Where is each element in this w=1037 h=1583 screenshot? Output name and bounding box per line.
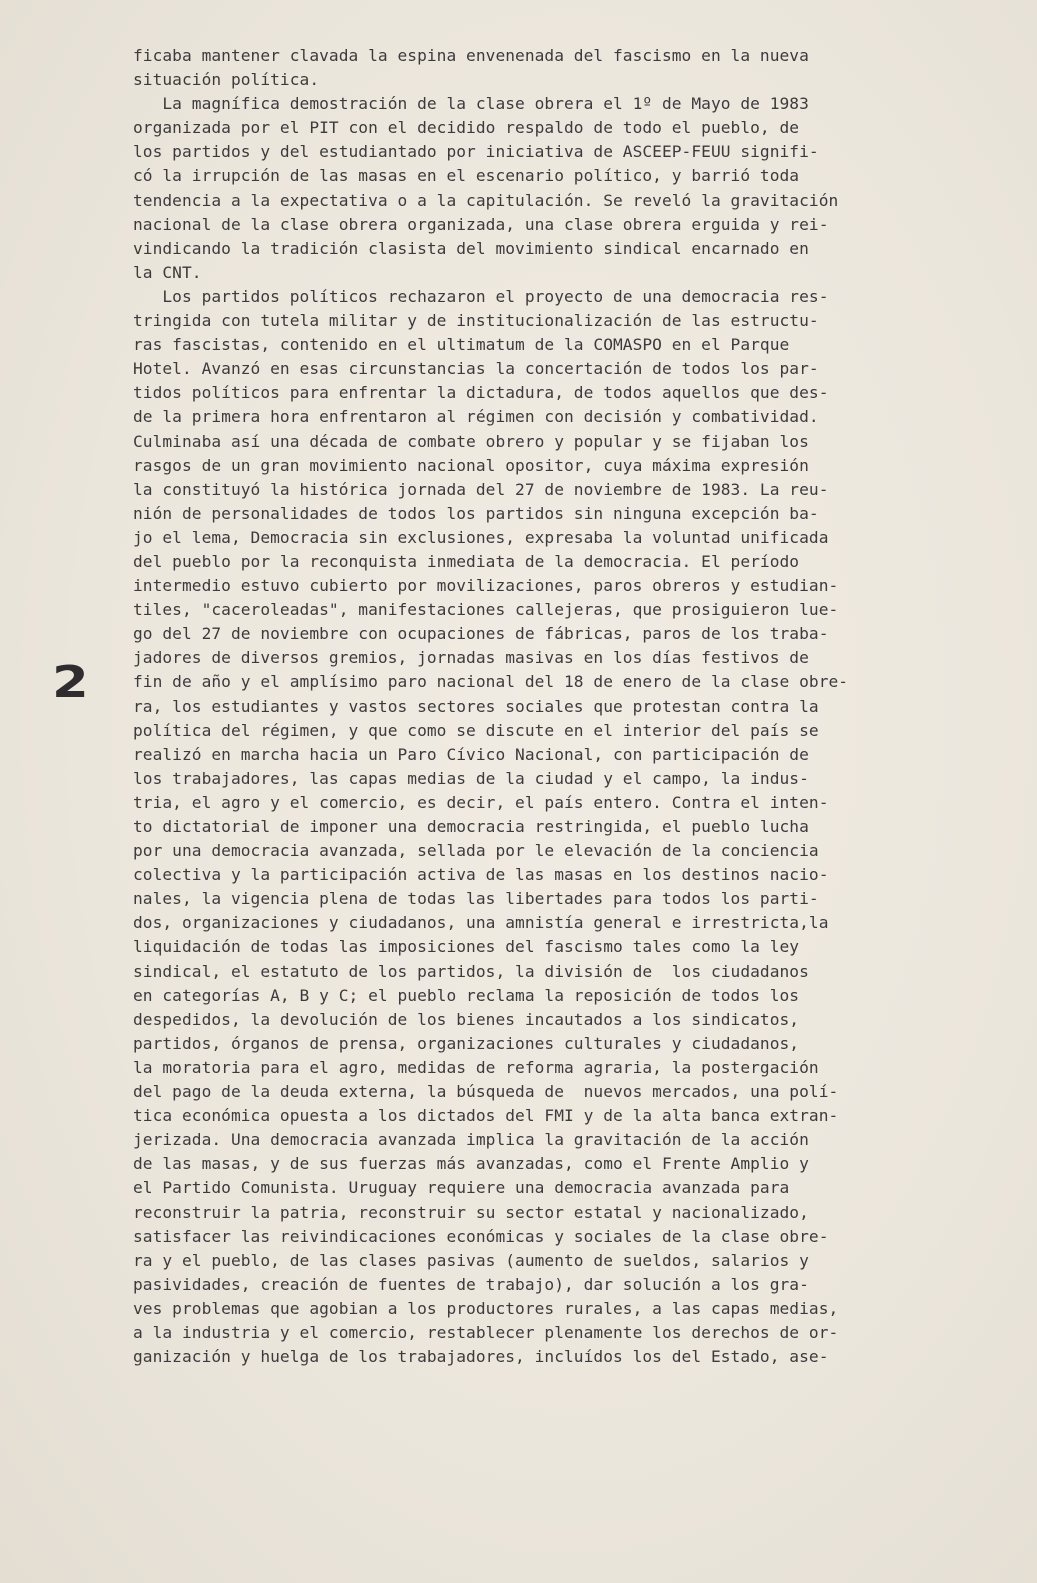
text-line: pasividades, creación de fuentes de trabajo), dar solución a los gra- [133, 1274, 809, 1294]
text-line: vindicando la tradición clasista del movimiento sindical encarnado en [133, 238, 809, 258]
text-line: nales, la vigencia plena de todas las libertades para todos los parti- [133, 889, 819, 909]
text-line: ganización y huelga de los trabajadores, incluídos los del Estado, ase- [133, 1347, 829, 1367]
text-line: los trabajadores, las capas medias de la ciudad y el campo, la indus- [133, 768, 809, 788]
text-line: la CNT. [133, 262, 202, 282]
text-line: reconstruir la patria, reconstruir su sector estatal y nacionalizado, [133, 1202, 809, 1222]
text-line: nión de personalidades de todos los partidos sin ninguna excepción ba- [133, 503, 819, 523]
text-line: dos, organizaciones y ciudadanos, una amnistía general e irrestricta,la [133, 913, 829, 933]
text-line: ficaba mantener clavada la espina envenenada del fascismo en la nueva [133, 46, 809, 65]
text-line: rasgos de un gran movimiento nacional opositor, cuya máxima expresión [133, 455, 809, 475]
text-line: realizó en marcha hacia un Paro Cívico Nacional, con participación de [133, 744, 809, 764]
text-line: los partidos y del estudiantado por iniciativa de ASCEEP-FEUU signifi- [133, 142, 819, 162]
text-line: ras fascistas, contenido en el ultimatum de la COMASPO en el Parque [133, 335, 790, 355]
text-line: despedidos, la devolución de los bienes incautados a los sindicatos, [133, 1009, 800, 1029]
body-text [133, 44, 1013, 1369]
text-line: ra y el pueblo, de las clases pasivas (aumento de sueldos, salarios y [133, 1250, 809, 1270]
text-line: por una democracia avanzada, sellada por le elevación de la conciencia [133, 841, 819, 861]
text-line: ra, los estudiantes y vastos sectores sociales que protestan contra la [133, 696, 819, 716]
text-line: Los partidos políticos rechazaron el proyecto de una democracia res- [133, 286, 829, 306]
text-line: a la industria y el comercio, restablecer plenamente los derechos de or- [133, 1322, 839, 1342]
text-line: de las masas, y de sus fuerzas más avanzadas, como el Frente Amplio y [133, 1154, 809, 1174]
text-line: política del régimen, y que como se discute en el interior del país se [133, 720, 819, 740]
text-line: la constituyó la histórica jornada del 27 de noviembre de 1983. La reu- [133, 479, 829, 499]
text-line: fin de año y el amplísimo paro nacional del 18 de enero de la clase obre- [133, 672, 849, 692]
text-line: nacional de la clase obrera organizada, una clase obrera erguida y rei- [133, 214, 829, 234]
text-line: La magnífica demostración de la clase obrera el 1º de Mayo de 1983 [133, 94, 809, 114]
text-line: jadores de diversos gremios, jornadas masivas en los días festivos de [133, 648, 809, 668]
page-number: 2 [52, 657, 89, 708]
text-line: Culminaba así una década de combate obrero y popular y se fijaban los [133, 431, 809, 451]
text-line: satisfacer las reivindicaciones económicas y sociales de la clase obre- [133, 1226, 829, 1246]
text-line: Hotel. Avanzó en esas circunstancias la concertación de todos los par- [133, 359, 819, 379]
text-line: to dictatorial de imponer una democracia restringida, el pueblo lucha [133, 817, 809, 836]
text-line: organizada por el PIT con el decidido respaldo de todo el pueblo, de [133, 118, 800, 138]
text-line: colectiva y la participación activa de las masas en los destinos nacio- [133, 865, 829, 885]
text-line: intermedio estuvo cubierto por movilizaciones, paros obreros y estudian- [133, 576, 839, 596]
text-line: del pueblo por la reconquista inmediata de la democracia. El período [133, 551, 800, 571]
text-line: tidos políticos para enfrentar la dictadura, de todos aquellos que des- [133, 383, 829, 403]
text-line: tringida con tutela militar y de institucionalización de las estructu- [133, 311, 819, 331]
text-line: liquidación de todas las imposiciones del fascismo tales como la ley [133, 937, 800, 957]
text-line: sindical, el estatuto de los partidos, la división de los ciudadanos [133, 961, 809, 981]
text-line: tiles, "caceroleadas", manifestaciones callejeras, que prosiguieron lue- [133, 600, 839, 620]
text-line: tria, el agro y el comercio, es decir, el país entero. Contra el inten- [133, 792, 829, 812]
text-line: la moratoria para el agro, medidas de reforma agraria, la postergación [133, 1057, 819, 1077]
text-line: del pago de la deuda externa, la búsqueda de nuevos mercados, una polí- [133, 1082, 839, 1102]
text-line: có la irrupción de las masas en el escenario político, y barrió toda [133, 166, 800, 186]
text-line: jerizada. Una democracia avanzada implica la gravitación de la acción [133, 1130, 809, 1150]
text-line: ves problemas que agobian a los productores rurales, a las capas medias, [133, 1298, 839, 1318]
text-line: tendencia a la expectativa o a la capitulación. Se reveló la gravitación [133, 190, 839, 210]
text-line: jo el lema, Democracia sin exclusiones, expresaba la voluntad unificada [133, 527, 829, 547]
text-line: situación política. [133, 70, 320, 90]
text-line: de la primera hora enfrentaron al régimen con decisión y combatividad. [133, 407, 819, 427]
text-line: partidos, órganos de prensa, organizaciones culturales y ciudadanos, [133, 1033, 800, 1053]
text-line: go del 27 de noviembre con ocupaciones de fábricas, paros de los traba- [133, 624, 829, 644]
text-line: el Partido Comunista. Uruguay requiere una democracia avanzada para [133, 1178, 790, 1198]
text-line: en categorías A, B y C; el pueblo reclama la reposición de todos los [133, 985, 800, 1005]
text-line: tica económica opuesta a los dictados del FMI y de la alta banca extran- [133, 1106, 839, 1126]
